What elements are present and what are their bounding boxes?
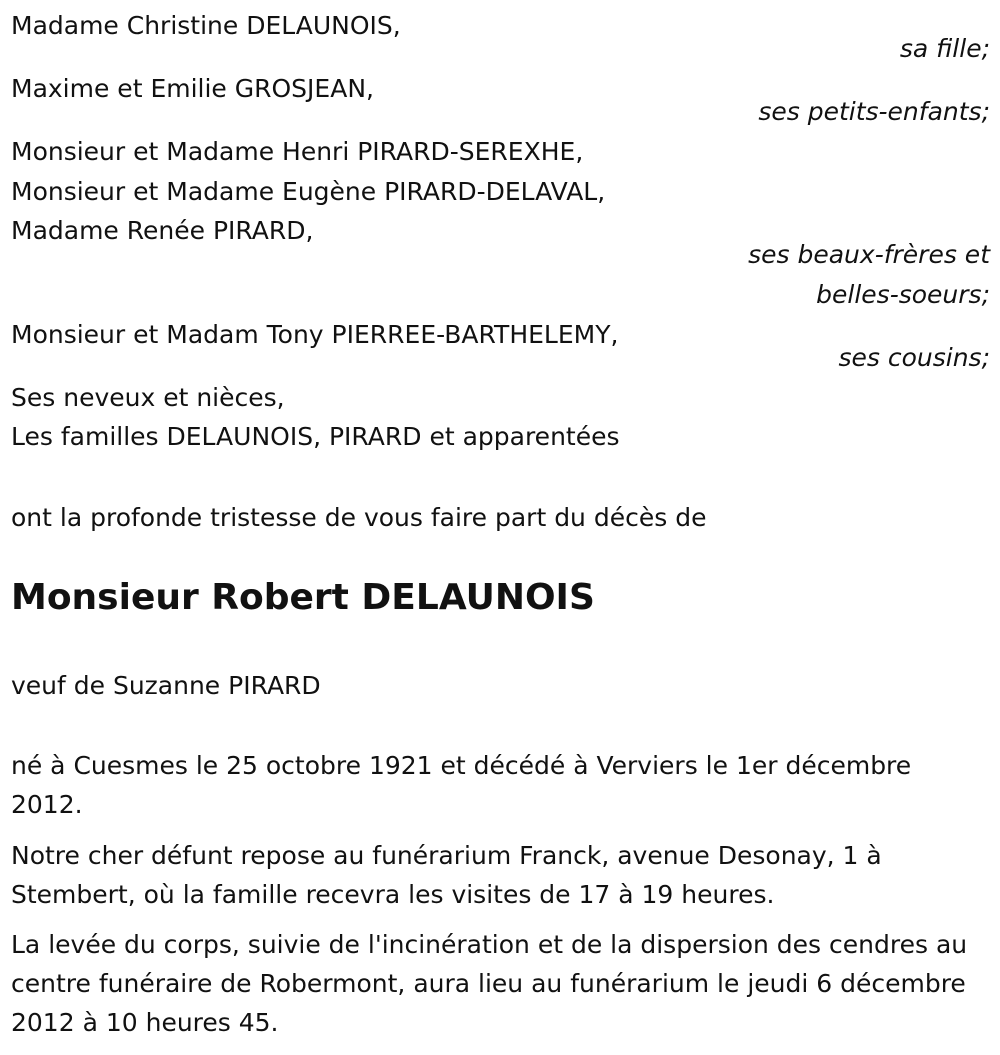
daughter-name: Madame Christine DELAUNOIS, [11,11,401,40]
inlaw-henri: Monsieur et Madame Henri PIRARD-SEREXHE, [11,137,584,166]
inlaws-role-line1: ses beaux-frères et [748,240,990,269]
repose-paragraph: Notre cher défunt repose au funérarium Franck, avenue Desonay, 1 à Stembert, où la famille recevra les visites de 17 à 19 heures. [11,841,882,909]
grandchildren-name: Maxime et Emilie GROSJEAN, [11,74,374,103]
cousins-role: ses cousins; [838,343,990,372]
announcement-text: ont la profonde tristesse de vous faire part du décès de [11,503,707,532]
birth-death-paragraph: né à Cuesmes le 25 octobre 1921 et décédé à Verviers le 1er décembre 2012. [11,751,912,819]
ceremony-paragraph: La levée du corps, suivie de l'incinération et de la dispersion des cendres au centre funéraire de Robermont, aura lieu au funérarium le jeudi 6 décembre 2012 à 10 heures 45. [11,930,968,1037]
grandchildren-role: ses petits-enfants; [758,97,990,126]
inlaws-role-line2: belles-soeurs; [816,280,990,309]
families-line: Les familles DELAUNOIS, PIRARD et apparentées [11,422,620,451]
inlaw-renee: Madame Renée PIRARD, [11,216,314,245]
cousins-name: Monsieur et Madam Tony PIERREE-BARTHELEMY, [11,320,619,349]
deceased-name: Monsieur Robert DELAUNOIS [11,577,595,618]
widower-line: veuf de Suzanne PIRARD [11,671,321,700]
daughter-role: sa fille; [899,34,990,63]
nephews-line: Ses neveux et nièces, [11,383,285,412]
inlaw-eugene: Monsieur et Madame Eugène PIRARD-DELAVAL, [11,177,606,206]
